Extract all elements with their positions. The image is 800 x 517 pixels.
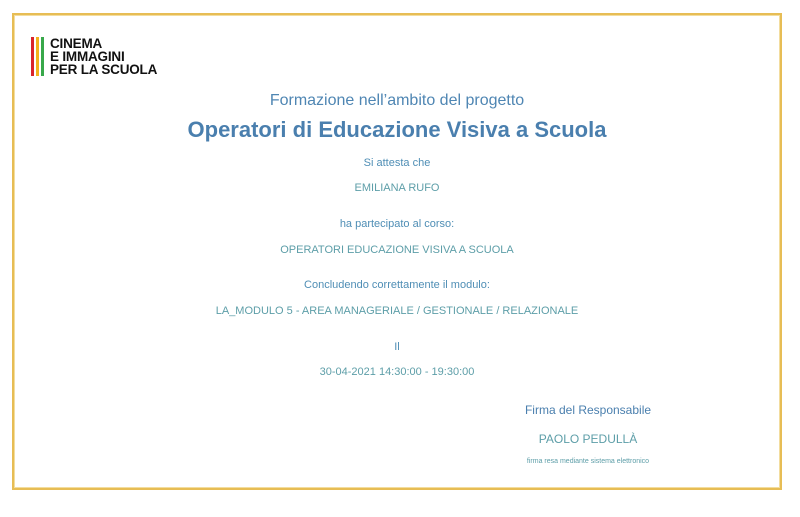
logo-bar-red	[31, 37, 34, 76]
logo-line-1: CINEMA	[50, 36, 103, 51]
signature-label: Firma del Responsabile	[524, 403, 652, 417]
module-name: LA_MODULO 5 - AREA MANAGERIALE / GESTIONALE / RELAZIONALE	[215, 305, 579, 317]
certificate-title: Operatori di Educazione Visiva a Scuola	[187, 117, 607, 142]
participated-label: ha partecipato al corso:	[339, 218, 455, 230]
logo-text	[50, 37, 157, 76]
logo-line-3: PER LA SCUOLA	[50, 62, 158, 77]
attest-label: Si attesta che	[363, 157, 431, 169]
course-date: 30-04-2021 14:30:00 - 19:30:00	[319, 366, 475, 378]
logo-line-2: E IMMAGINI	[50, 49, 125, 64]
signature-note: firma resa mediante sistema elettronico	[526, 458, 650, 465]
logo-bar-green	[41, 37, 44, 76]
signature-name: PAOLO PEDULLÀ	[538, 432, 638, 446]
date-label: Il	[394, 341, 400, 353]
cinema-immagini-logo	[31, 37, 157, 79]
course-name: OPERATORI EDUCAZIONE VISIVA A SCUOLA	[280, 244, 514, 256]
participant-name: EMILIANA RUFO	[354, 182, 440, 194]
logo-bar-yellow	[36, 37, 39, 76]
certificate-frame	[12, 13, 782, 490]
logo-color-bars	[31, 37, 44, 76]
module-label: Concludendo correttamente il modulo:	[304, 279, 490, 291]
certificate-subtitle: Formazione nell’ambito del progetto	[269, 92, 525, 109]
